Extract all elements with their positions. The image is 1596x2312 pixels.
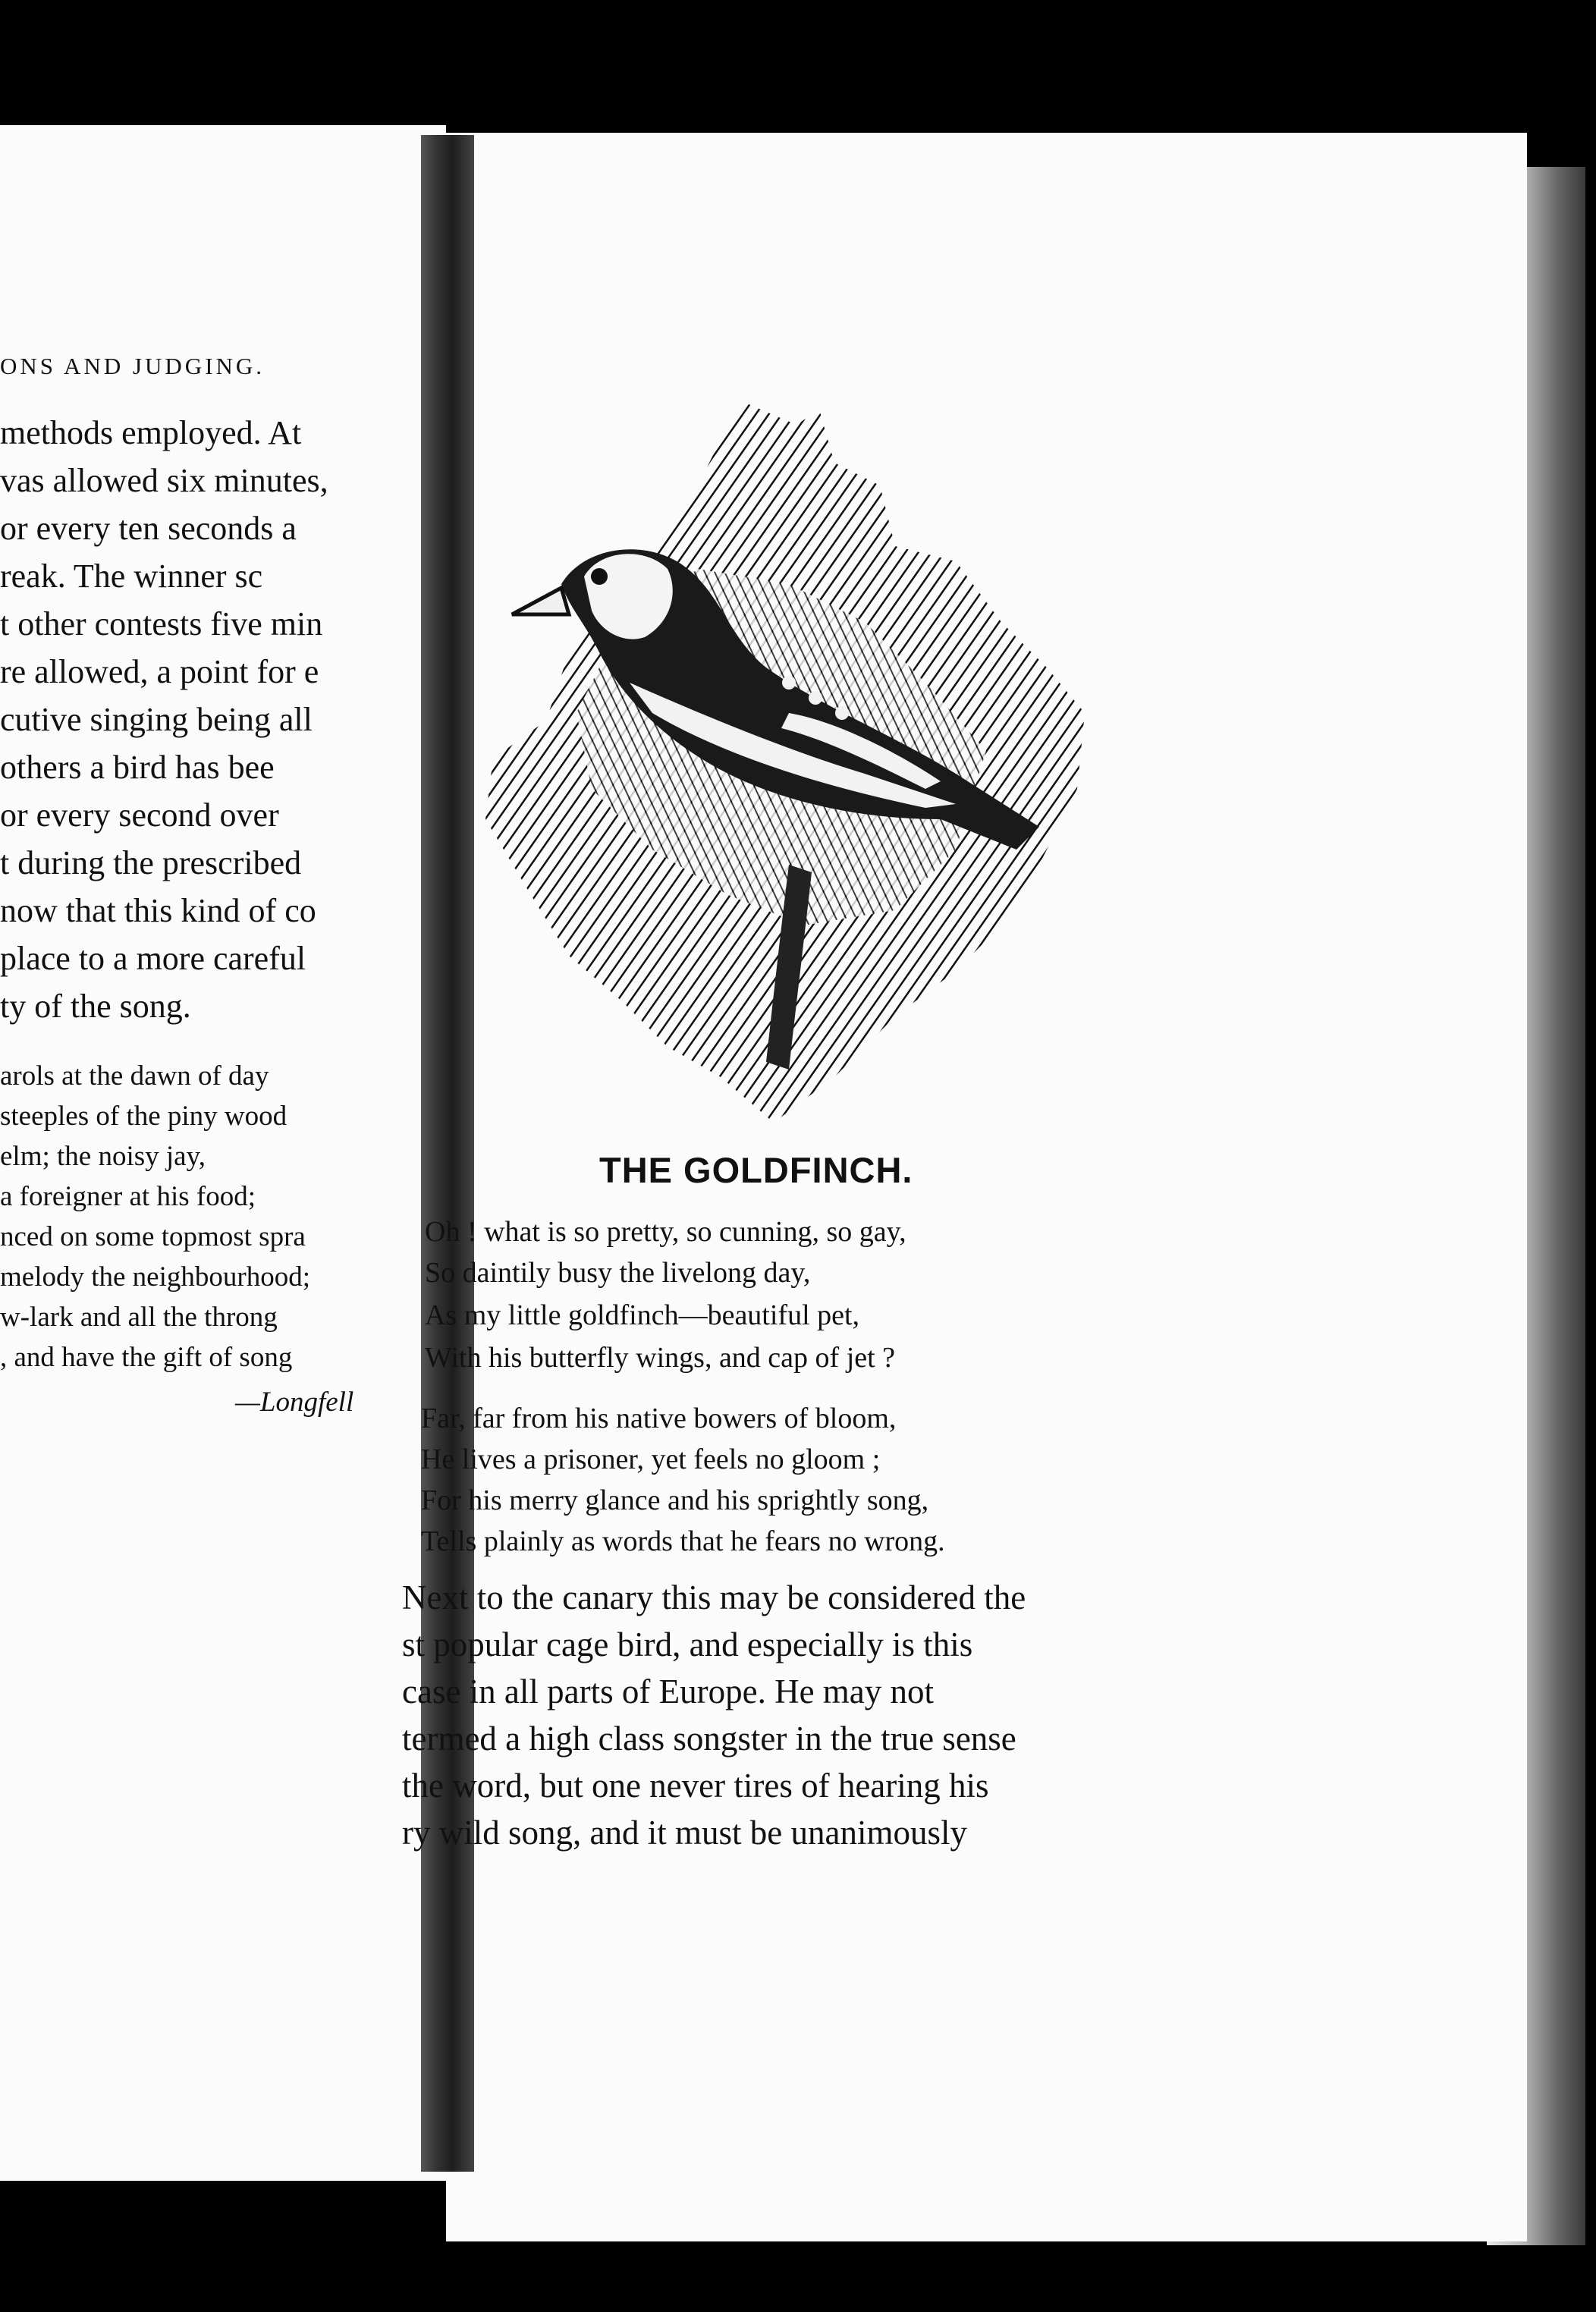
left-verse-line: nced on some topmost spra [0, 1221, 306, 1252]
left-paragraph-line: others a bird has bee [0, 749, 275, 786]
left-paragraph-line: reak. The winner sc [0, 558, 263, 595]
left-paragraph-line: or every ten seconds a [0, 510, 297, 547]
book-gutter [421, 135, 474, 2172]
left-page [0, 125, 446, 2181]
left-paragraph-line: cutive singing being all [0, 701, 313, 738]
left-paragraph-line: or every second over [0, 796, 279, 834]
body-paragraph-line: termed a high class songster in the true sense [402, 1720, 1016, 1758]
poem-line: Far, far from his native bowers of bloom, [421, 1403, 897, 1434]
body-paragraph-line: st popular cage bird, and especially is this [402, 1626, 973, 1663]
left-verse-line: w-lark and all the throng [0, 1302, 278, 1333]
body-paragraph-line: Next to the canary this may be considered the [402, 1579, 1026, 1616]
left-verse-line: elm; the noisy jay, [0, 1141, 206, 1172]
left-paragraph-line: vas allowed six minutes, [0, 462, 328, 499]
poem-line: So daintily busy the livelong day, [425, 1257, 811, 1289]
goldfinch-illustration [470, 394, 1123, 1145]
body-paragraph-line: case in all parts of Europe. He may not [402, 1673, 935, 1710]
poem-line: He lives a prisoner, yet feels no gloom ; [421, 1443, 881, 1475]
poem-line: As my little goldfinch—beautiful pet, [425, 1299, 860, 1331]
left-verse-line: a foreigner at his food; [0, 1181, 256, 1212]
left-paragraph-line: place to a more careful [0, 940, 306, 977]
body-paragraph-line: ry wild song, and it must be unanimously [402, 1814, 967, 1852]
left-verse-line: , and have the gift of song [0, 1342, 293, 1373]
poem-line: Tells plainly as words that he fears no wrong. [421, 1525, 945, 1557]
body-paragraph-line: the word, but one never tires of hearing his [402, 1767, 989, 1805]
left-verse-line: steeples of the piny wood [0, 1101, 287, 1132]
poem-line: Oh ! what is so pretty, so cunning, so gay, [425, 1216, 906, 1248]
poem-line: With his butterfly wings, and cap of jet ? [425, 1342, 896, 1374]
left-paragraph-line: t during the prescribed [0, 844, 302, 881]
verse-attribution: —Longfell [235, 1387, 354, 1418]
chapter-title: THE GOLDFINCH. [599, 1150, 913, 1190]
left-paragraph-line: ty of the song. [0, 988, 191, 1025]
running-head: ONS AND JUDGING. [0, 353, 265, 379]
left-paragraph-line: methods employed. At [0, 414, 302, 451]
left-paragraph-line: re allowed, a point for e [0, 653, 319, 690]
poem-line: For his merry glance and his sprightly song, [421, 1484, 929, 1516]
left-verse-line: melody the neighbourhood; [0, 1261, 310, 1293]
left-paragraph-line: now that this kind of co [0, 892, 316, 929]
left-verse-line: arols at the dawn of day [0, 1060, 269, 1092]
left-paragraph-line: t other contests five min [0, 605, 323, 642]
